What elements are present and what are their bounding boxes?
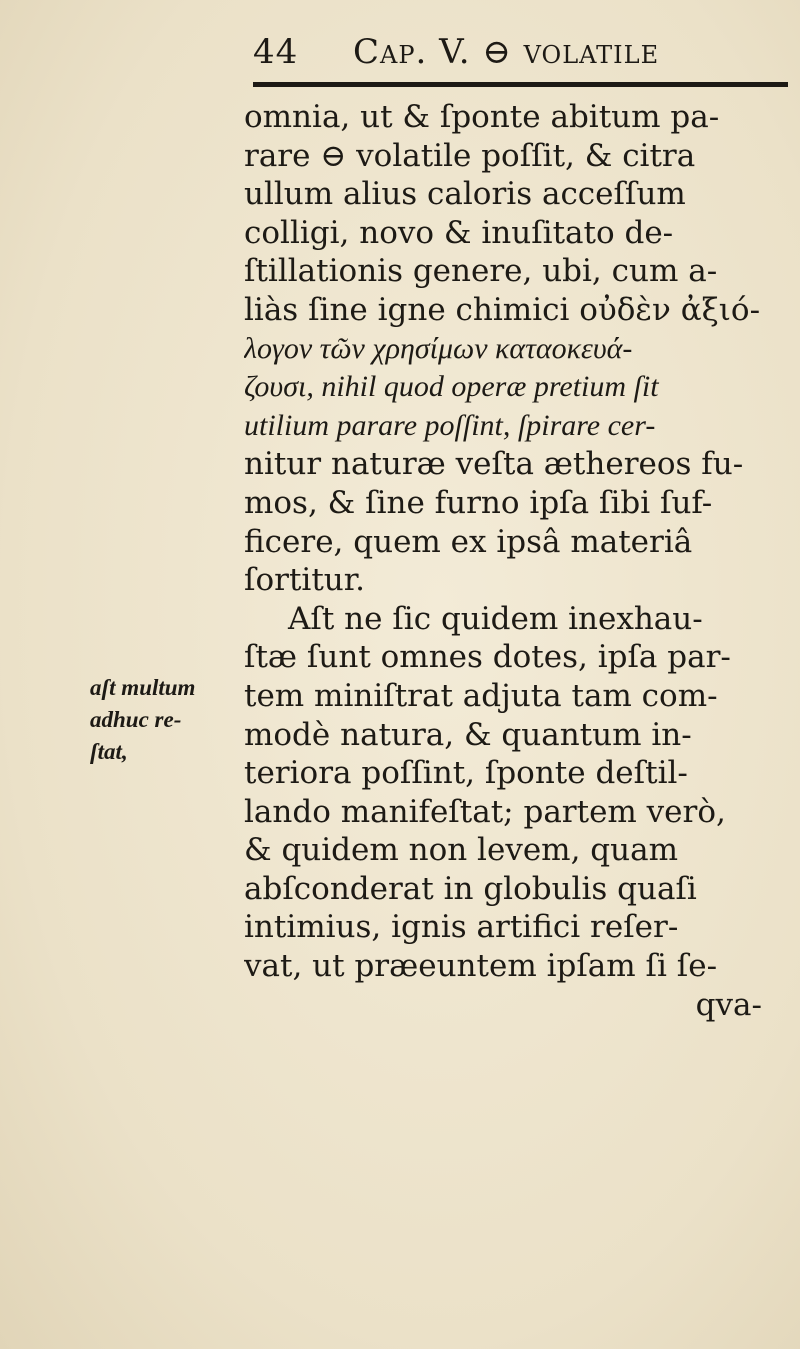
text-line: colligi, novo & inuſitato de- xyxy=(244,214,674,251)
text-line: qva- xyxy=(695,986,762,1023)
page-number: 44 xyxy=(253,32,299,72)
text-line: tem miniſtrat adjuta tam com- xyxy=(244,677,718,714)
text-line: ζουσι, nihil quod operæ pretium ſit xyxy=(244,370,659,404)
text-line: mos, & ſine furno ipſa ſibi ſuf- xyxy=(244,484,713,521)
text-line: utilium parare poſſint, ſpirare cer- xyxy=(244,408,656,442)
margin-note-line: aſt multum xyxy=(90,675,196,700)
running-title: Cap. V. ⊖ volatile xyxy=(353,32,660,72)
text-line: nitur naturæ veſta æthereos fu- xyxy=(244,446,744,483)
text-line: Aſt ne ſic quidem inexhau- xyxy=(288,600,703,637)
text-line: λογον τῶν χρησίμων καταοκευά- xyxy=(244,331,633,365)
text-line: ſortitur. xyxy=(244,562,366,599)
margin-note xyxy=(90,672,220,768)
text-line: rare ⊖ volatile poſſit, & citra xyxy=(244,137,696,174)
text-line: ſtæ ſunt omnes dotes, ipſa par- xyxy=(244,639,731,676)
text-line: teriora poſſint, ſponte deſtil- xyxy=(244,755,688,792)
header-rule xyxy=(253,82,788,87)
text-line: & quidem non levem, quam xyxy=(244,832,678,869)
text-line: vat, ut præeuntem ipſam ſi ſe- xyxy=(244,948,718,985)
text-line: ſtillationis genere, ubi, cum a- xyxy=(244,253,718,290)
text-line: liàs ſine igne chimici οὐδὲν ἀξιό- xyxy=(244,291,761,328)
margin-note-line: ſtat, xyxy=(90,739,128,764)
running-header xyxy=(253,26,753,74)
body-text xyxy=(244,98,792,1024)
text-line: abſconderat in globulis quaſi xyxy=(244,870,697,907)
text-line: omnia, ut & ſponte abitum pa- xyxy=(244,99,720,135)
text-line: ullum alius caloris acceſſum xyxy=(244,176,686,213)
text-line: ficere, quem ex ipsâ materiâ xyxy=(244,523,693,560)
text-line: modè natura, & quantum in- xyxy=(244,716,692,753)
margin-note-line: adhuc re- xyxy=(90,707,182,732)
text-line: lando manifeſtat; partem verò, xyxy=(244,793,726,830)
text-line: intimius, ignis artifici reſer- xyxy=(244,909,679,946)
